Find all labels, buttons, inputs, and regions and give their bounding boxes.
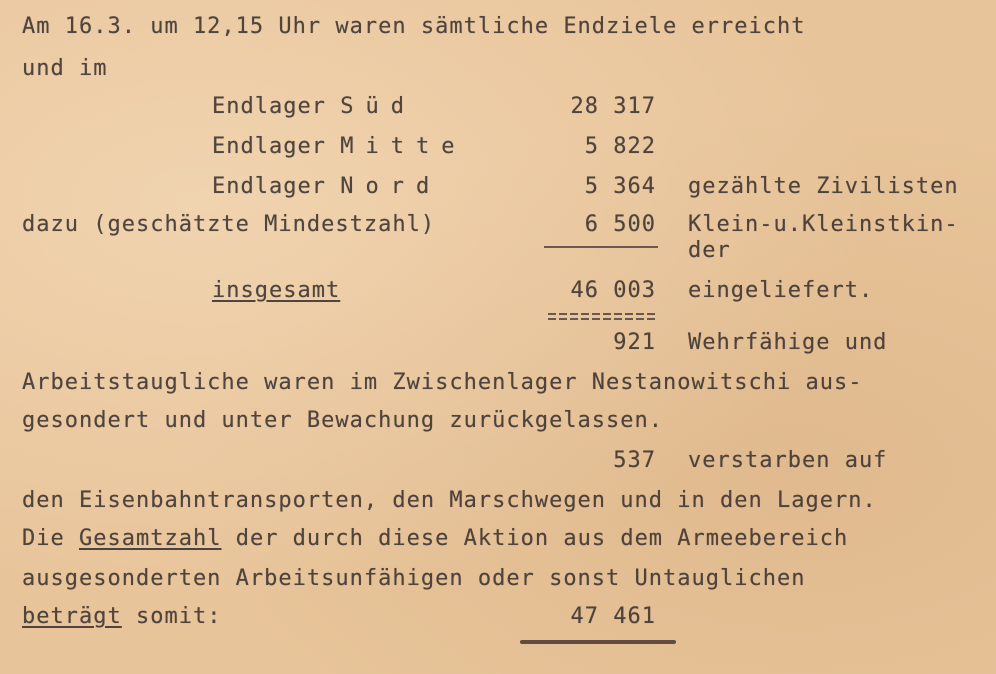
deceased-note: verstarben auf — [688, 448, 888, 473]
intro-line-2: und im — [22, 56, 108, 81]
final-line-2: ausgesonderten Arbeitsunfähigen oder sonst Untauglichen — [22, 566, 806, 591]
row-sued-value: 28 317 — [570, 94, 656, 119]
fit-value: 921 — [613, 330, 656, 355]
deceased-line-1: den Eisenbahntransporten, den Marschwegen und in den Lagern. — [22, 488, 877, 513]
row-label-b: Süd — [340, 94, 416, 119]
row-label-b: Nord — [340, 174, 442, 199]
row-nord-note: gezählte Zivilisten — [688, 174, 959, 199]
deceased-value: 537 — [613, 448, 656, 473]
final-line-3 — [22, 604, 221, 630]
row-label-a: Endlager — [212, 94, 326, 119]
final-value: 47 461 — [570, 604, 656, 629]
final-word-die: Die — [22, 526, 65, 551]
fit-note: Wehrfähige und — [688, 330, 888, 355]
row-label-a: Endlager — [212, 174, 326, 199]
double-rule-top — [548, 313, 658, 315]
final-somit: somit: — [135, 604, 222, 629]
estimate-label: dazu (geschätzte Mindestzahl) — [22, 212, 436, 237]
total-label: insgesamt — [212, 278, 341, 303]
final-rule — [520, 640, 676, 644]
final-betraegt: beträgt — [22, 604, 122, 629]
estimate-value: 6 500 — [584, 212, 656, 237]
row-label-a: Endlager — [212, 134, 326, 159]
final-line-1-rest: der durch diese Aktion aus dem Armeebereich — [235, 526, 849, 551]
row-nord-label — [212, 174, 441, 200]
final-line-1 — [22, 526, 848, 552]
intro-line-1: Am 16.3. um 12,15 Uhr waren sämtliche Endziele erreicht — [22, 14, 806, 39]
row-label-b: Mitte — [340, 134, 467, 159]
row-mitte-value: 5 822 — [584, 134, 656, 159]
fit-line-2: gesondert und unter Bewachung zurückgelassen. — [22, 408, 664, 433]
estimate-note-1: Klein-u.Kleinstkin- — [688, 212, 959, 237]
fit-line-1: Arbeitstaugliche waren im Zwischenlager Nestanowitschi aus- — [22, 370, 863, 395]
estimate-note-2: der — [688, 238, 731, 263]
row-nord-value: 5 364 — [584, 174, 656, 199]
final-gesamtzahl: Gesamtzahl — [79, 526, 222, 551]
row-sued-label — [212, 94, 416, 120]
row-mitte-label — [212, 134, 466, 160]
total-value: 46 003 — [570, 278, 656, 303]
sum-rule — [544, 246, 658, 248]
total-note: eingeliefert. — [688, 278, 874, 303]
double-rule-bottom — [548, 318, 658, 320]
